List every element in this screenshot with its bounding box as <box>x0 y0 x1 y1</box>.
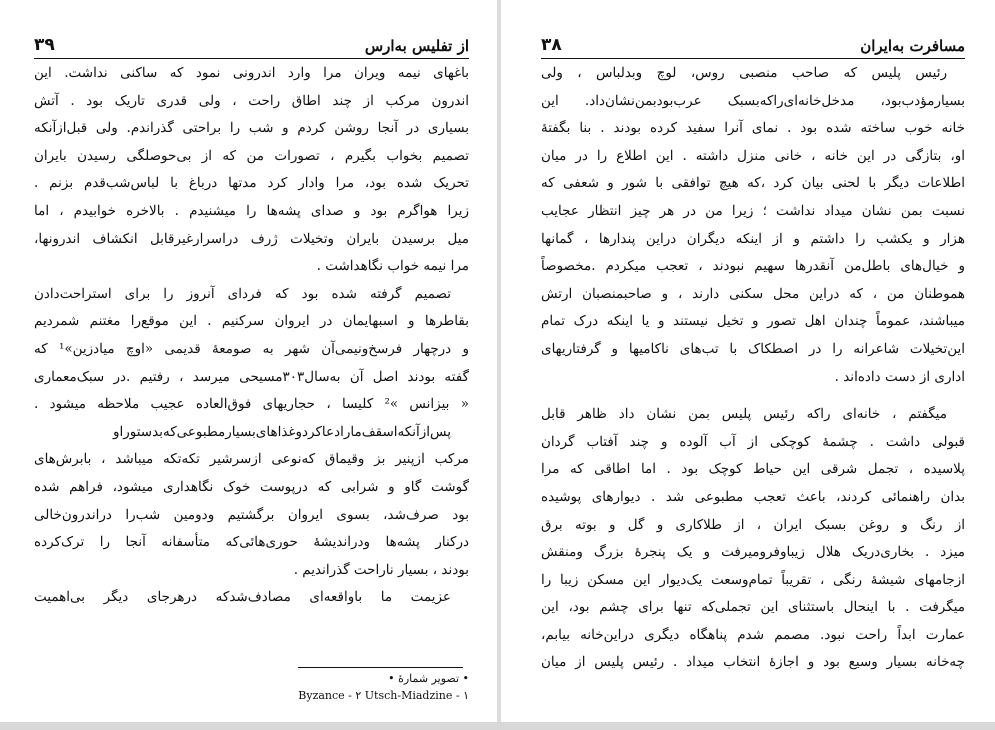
text-line: اداری از دست داده‌اند . <box>834 368 965 385</box>
bottom-edge <box>0 722 995 730</box>
text-line: چه‌خانه بسیار وسیع بود و اجازهٔ انتخاب میداد . رئیس پلیس از میان <box>541 654 965 671</box>
text-line: باغهای نیمه ویران مرا وارد اندرونی نمود که ساکنی نداشت. این <box>34 65 469 81</box>
text-line: اندرون مرکب از چند اطاق راحت ، ولی قدری تاریک بود . آتش <box>34 92 469 109</box>
text-line: پلاسیده ، تجمل شرقی این حیاط کوچک بود . اما اطاقی که مرا <box>541 461 965 478</box>
right-page <box>501 0 995 722</box>
text-line: مرا نیمه خواب نگاهداشت . <box>316 258 469 275</box>
text-line: عمارت ابداً راحت نبود. مصمم شدم پناهگاه دیگری دراین‌خانه بیابم، <box>541 626 965 643</box>
text-line: مرکب از‌پنیر بز وقیماق که‌نوعی ازسرشیر تکه‌تکه میباشد ، بابرش‌های <box>34 451 469 468</box>
running-title: مسافرت به‌ایران <box>860 37 965 55</box>
paragraph-start: میگفتم ، خانه‌ای راکه رئیس پلیس بمن نشان داد ظاهر قابل <box>541 406 947 423</box>
text-line: گفته بودند اصل آن به‌سال۳۰۳مسیحی میرسد ، رفتیم .در سبک‌معماری <box>34 368 469 385</box>
left-page <box>0 0 497 722</box>
footnote-heading: • تصویر شمارهٔ • <box>388 672 469 685</box>
text-line: بود صرف‌شد، بسوی ایروان برگشتیم ودومین شب‌را دراندرون‌خالی <box>34 506 469 523</box>
text-line: نسبت بمن نشان میداد نداشت ؛ زیرا من در هر چیز انتظار عجایب <box>541 202 965 219</box>
text-line: بودند ، بسیار ناراحت گذراندیم . <box>293 561 469 578</box>
text-line: هموطنان من ، که دراین محل سکنی دارند ، و صاحبمنصبان ارتش <box>541 285 965 302</box>
text-line: قبولی داشت . چشمهٔ کوچکی از آب آلوده و چند آفتاب گردان <box>541 433 965 450</box>
page-body <box>34 60 469 612</box>
text-line: درکنار پشه‌ها ودراندیشهٔ حوری‌هائی‌که متأسفانه آنجا را ترک‌کرده <box>34 534 469 551</box>
text-line: پس‌ازآنکه‌اسقف‌ما‌را‌دعا‌کرد‌وغذاهای‌بسیارمطبوعی‌که‌بدستوراو <box>112 423 451 440</box>
text-line: تحریک شده بود، مرا وادار کرد مدتها درباغ با لباس‌شب‌قدم بزنم . <box>34 175 469 192</box>
page-number: ۳۹ <box>34 35 55 55</box>
text-line: تصمیم بخواب بگیرم ، تصورات من که از بی‌حوصلگی رسیدن بایران <box>34 147 469 164</box>
text-line: از رنگ و روغن بسبک ایران ، از طلاکاری و گل و بوته برق <box>541 516 965 533</box>
page-number: ۳۸ <box>541 35 562 55</box>
paragraph-gap <box>541 391 965 401</box>
text-line: خانه خوب ساخته شده بود . نمای آنرا سفید کرده بودند . بنا بگفتهٔ <box>541 120 965 137</box>
page-body <box>541 60 965 677</box>
text-line: بسیارمؤدب‌بود، مدخل‌خانه‌ای‌را‌که‌بسبک عرب‌بود‌بمن‌نشان‌داد. این <box>541 92 965 109</box>
text-line: گوشت گاو و شرابی که درپوست خوک نگاهداری میشود، فراهم شده <box>34 478 469 495</box>
footnote-text: Byzance - ۲ Utsch-Miadzine - ۱ <box>298 689 469 702</box>
running-title: از تفلیس به‌ارس <box>364 37 469 55</box>
paragraph-start: عزیمت ما باواقعه‌ای مصادف‌شدکه درهرجای دیگر بی‌اهمیت <box>34 589 451 606</box>
text-line: بسیاری در آنجا روشن کردم و شب را براحتی گذراندم. ولی قبل‌ازآنکه <box>34 120 469 137</box>
text-line: و خیال‌های باطل‌من آنقدرها سهیم نبودند ، تعجب میکردم .مخصوصاً <box>541 258 965 275</box>
text-line: بقاطرها و اسبهایمان در ایروان سرکنیم . این موقع‌را مغتنم شمردیم <box>34 313 469 330</box>
footnotes <box>250 670 469 704</box>
page-header <box>34 30 469 59</box>
text-line: « بیزانس »² کلیسا ، حجاریهای فوق‌العاده عجیب ملاحظه میشود . <box>34 396 469 413</box>
text-line: ازجامهای شیشهٔ رنگی ، تقریباً تمام‌وسعت یک‌دیوار این مسکن زیبا را <box>541 571 965 588</box>
text-line: زیرا هواگرم بود و صدای پشه‌ها را میشنیدم . بالاخره خوابیدم ، اما <box>34 202 469 219</box>
text-line: میگرفت . با اینحال باستثنای این تجملی‌که تنها برای چشم بود، این <box>541 599 965 616</box>
text-line: اطلاعات دیگر با لحنی بیان کرد ،که هیچ توافقی با شور و شعفی که <box>541 175 965 192</box>
text-line: میباشند، عموماً چندان اهل تصور و تخیل نیستند و یا اینکه درک تمام <box>541 313 965 330</box>
text-line: میزد . بخاری‌دریک هلال زیباوفرومیرفت و یک پنجرهٔ بزرگ ومنقش <box>541 544 965 561</box>
paragraph-start: تصمیم گرفته شده بود که فردای آنروز را برای استراحت‌دادن <box>34 285 451 302</box>
text-line: او، بتازگی در این خانه ، خانی منزل داشته . این اطلاع را در میان <box>541 147 965 164</box>
text-line: رئیس پلیس که صاحب منصبی روس، لوچ وبدلباس ، ولی <box>541 65 947 81</box>
text-line: و درچهار فرسخ‌ونیمی‌آن شهر به صومعهٔ قدیمی «اوچ میادزین»¹ که <box>34 340 469 357</box>
text-line: هزار و یکشب را داشتم و از اینکه دیگران دراین پندارها ، گمانها <box>541 230 965 247</box>
text-line: این‌تخیلات شاعرانه را در اصطکاک با تب‌های ناکامیها و گرفتاریهای <box>541 340 965 357</box>
footnote-rule <box>298 667 463 668</box>
page-header <box>541 30 965 59</box>
text-line: میل برسیدن بایران وتخیلات ژرف دراسرارغیرقابل انکشاف اندرونها، <box>34 230 469 247</box>
text-line: بدان راهنمائی کردند، باعث تعجب مطبوعی شد . دیوارهای پوشیده <box>541 488 965 505</box>
